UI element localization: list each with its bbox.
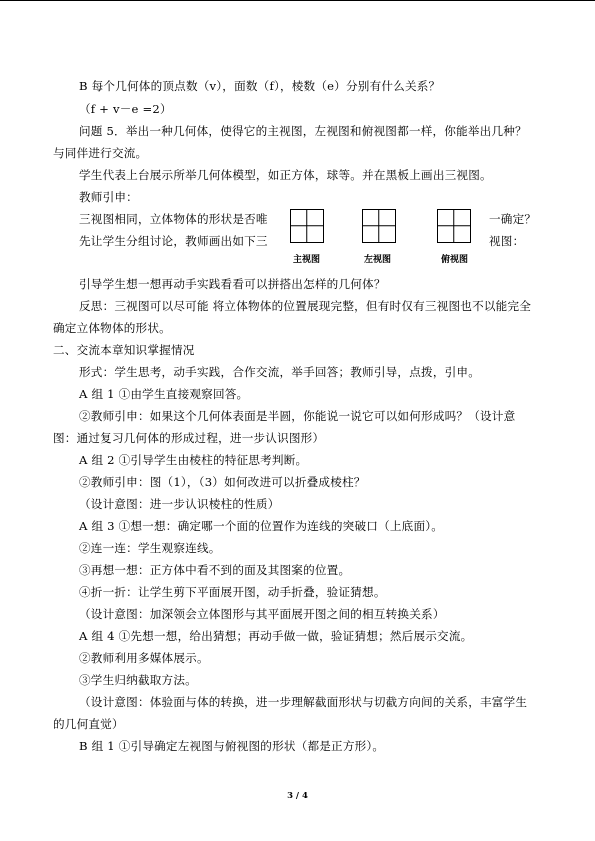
- text-line: 三视图相同，立体物体的形状是否唯: [79, 212, 268, 226]
- text-line: ②教师引申：图（1），（3）如何改进可以折叠成棱柱？: [79, 475, 366, 489]
- text-line: A 组 1 ①由学生直接观察回答。: [79, 387, 249, 401]
- text-line: 图：通过复习几何体的形成过程，进一步认识图形）: [53, 431, 325, 445]
- top-view-caption: 俯视图: [441, 255, 469, 265]
- front-view-caption: 主视图: [293, 255, 321, 265]
- section-heading: 二、交流本章知识掌握情况: [53, 343, 195, 357]
- page-number: 3 / 4: [287, 791, 308, 801]
- text-line: （f + v－e =2）: [79, 102, 172, 116]
- text-line: 问题 5．举出一种几何体，使得它的主视图，左视图和俯视图都一样，你能举出几种？: [79, 124, 527, 138]
- text-line: 形式：学生思考，动手实践，合作交流，举手回答；教师引导，点拨，引申。: [79, 365, 480, 379]
- text-line: ②教师利用多媒体展示。: [79, 651, 209, 665]
- text-line: A 组 2 ①引导学生由棱柱的特征思考判断。: [79, 453, 308, 467]
- left-view-caption: 左视图: [364, 255, 392, 265]
- text-line: 与同伴进行交流。: [53, 146, 148, 160]
- top-view-square: [437, 209, 471, 243]
- text-line: （设计意图：加深领会立体图形与其平面展开图之间的相互转换关系）: [79, 607, 445, 621]
- page-top-border: [0, 0, 595, 1]
- text-line: 反思：三视图可以尽可能 将立体物体的位置展现完整，但有时仅有三视图也不以能完全: [79, 299, 532, 313]
- text-line: 视图：: [489, 234, 525, 248]
- text-line: ②连一连：学生观察连线。: [79, 541, 221, 555]
- text-line: A 组 4 ①先想一想，给出猜想；再动手做一做，验证猜想；然后展示交流。: [79, 629, 473, 643]
- text-line: ②教师引申：如果这个几何体表面是半圆，你能说一说它可以如何形成吗？（设计意: [79, 409, 516, 423]
- text-line: （设计意图：体验面与体的转换，进一步理解截面形状与切截方向间的关系，丰富学生: [79, 695, 528, 709]
- text-line: 一确定？: [489, 212, 537, 226]
- text-line: 确定立体物体的形状。: [53, 321, 171, 335]
- left-view-square: [362, 209, 396, 243]
- text-line: B 组 1 ①引导确定左视图与俯视图的形状（都是正方形）。: [79, 739, 385, 753]
- text-line: ③学生归纳截取方法。: [79, 673, 197, 687]
- text-line: ③再想一想：正方体中看不到的面及其图案的位置。: [79, 563, 351, 577]
- text-line: B 每个几何体的顶点数（v），面数（f），棱数（e）分别有什么关系？: [79, 79, 441, 93]
- text-line: 先让学生分组讨论，教师画出如下三: [79, 234, 268, 248]
- text-line: 引导学生想一想再动手实践看看可以拼搭出怎样的几何体？: [79, 277, 386, 291]
- text-line: 教师引申：: [79, 190, 138, 204]
- text-line: 学生代表上台展示所举几何体模型，如正方体，球等。并在黑板上画出三视图。: [79, 168, 492, 182]
- text-line: 的几何直觉）: [53, 717, 124, 731]
- text-line: （设计意图：进一步认识棱柱的性质）: [79, 497, 280, 511]
- text-line: ④折一折：让学生剪下平面展开图，动手折叠，验证猜想。: [79, 585, 386, 599]
- text-line: A 组 3 ①想一想：确定哪一个面的位置作为连线的突破口（上底面）。: [79, 519, 444, 533]
- front-view-square: [290, 209, 324, 243]
